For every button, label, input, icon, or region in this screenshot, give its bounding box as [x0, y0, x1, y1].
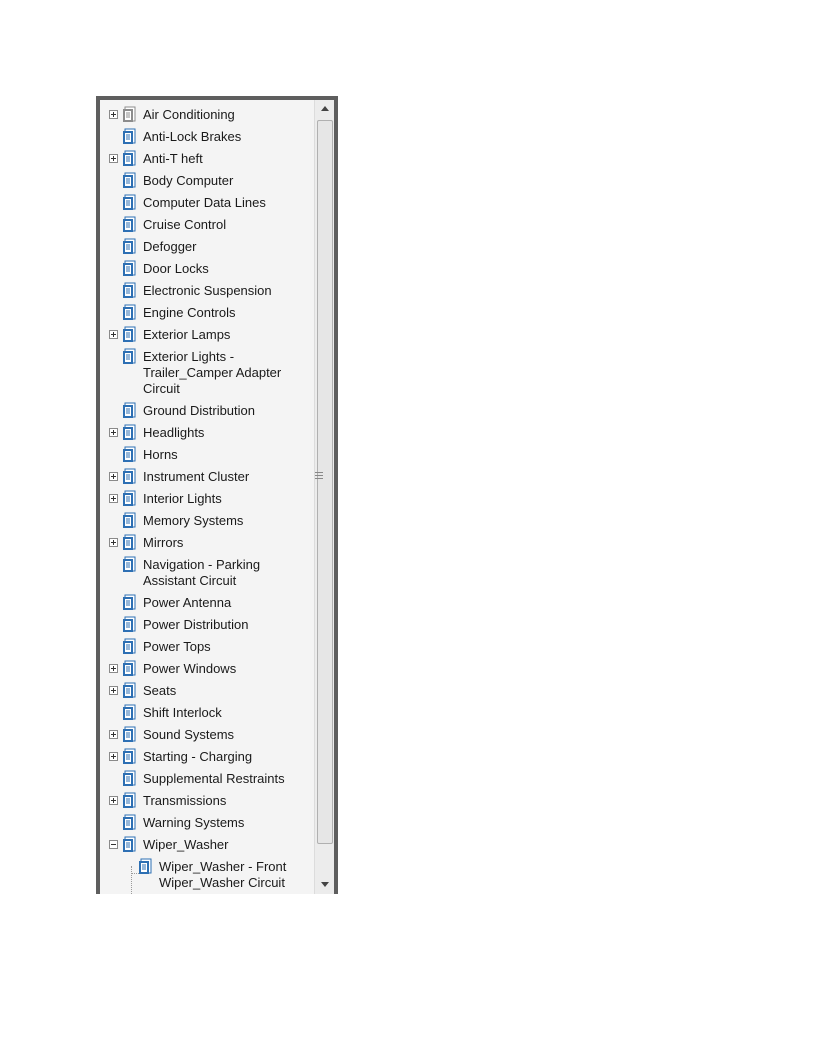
- tree-item[interactable]: [100, 303, 314, 325]
- book-icon: [122, 216, 136, 233]
- book-icon: [122, 660, 136, 677]
- book-icon: [122, 348, 136, 365]
- book-icon: [122, 726, 136, 743]
- tree-item[interactable]: [100, 593, 314, 615]
- expand-icon[interactable]: [109, 110, 118, 119]
- tree-item[interactable]: [100, 259, 314, 281]
- tree-item-label: Exterior Lamps: [143, 327, 231, 342]
- tree-item[interactable]: [100, 171, 314, 193]
- tree-item[interactable]: [100, 347, 314, 401]
- tree-item-label: Transmissions: [143, 793, 227, 808]
- vertical-scrollbar[interactable]: [314, 100, 334, 894]
- tree-item[interactable]: [100, 215, 314, 237]
- book-icon: [122, 770, 136, 787]
- tree-item-label: Power Tops: [143, 639, 211, 654]
- tree-item[interactable]: [100, 511, 314, 533]
- book-icon: [122, 282, 136, 299]
- book-icon: [122, 512, 136, 529]
- scrollbar-thumb[interactable]: [317, 120, 333, 844]
- book-icon: [122, 424, 136, 441]
- tree-item-label: Body Computer: [143, 173, 234, 188]
- tree-item[interactable]: [100, 747, 314, 769]
- book-icon: [122, 150, 136, 167]
- tree-item[interactable]: [100, 401, 314, 423]
- tree-item-label: Anti-T heft: [143, 151, 203, 166]
- splitter-grip-icon[interactable]: [315, 472, 323, 482]
- tree-item-label: Anti-Lock Brakes: [143, 129, 242, 144]
- gray-book-icon: [122, 106, 136, 123]
- expand-icon[interactable]: [109, 154, 118, 163]
- book-icon: [122, 238, 136, 255]
- expand-icon[interactable]: [109, 428, 118, 437]
- tree-item-label: Sound Systems: [143, 727, 235, 742]
- expand-icon[interactable]: [109, 796, 118, 805]
- tree-item[interactable]: [100, 127, 314, 149]
- tree-item-label: Door Locks: [143, 261, 209, 276]
- tree-item-label: Power Distribution: [143, 617, 249, 632]
- tree-item[interactable]: [100, 813, 314, 835]
- tree-view: [100, 100, 314, 894]
- book-icon: [122, 172, 136, 189]
- tree-item-label: Shift Interlock: [143, 705, 222, 720]
- scroll-down-arrow-icon[interactable]: [317, 878, 333, 892]
- tree-item[interactable]: [100, 725, 314, 747]
- tree-item-label: Wiper_Washer - Front Wiper_Washer Circuit: [159, 859, 287, 890]
- tree-item[interactable]: [100, 533, 314, 555]
- book-icon: [122, 260, 136, 277]
- book-icon: [122, 326, 136, 343]
- book-icon: [122, 468, 136, 485]
- tree-item-label: Supplemental Restraints: [143, 771, 285, 786]
- tree-item[interactable]: [100, 703, 314, 725]
- book-icon: [122, 594, 136, 611]
- tree-item[interactable]: [100, 193, 314, 215]
- tree-item-label: Electronic Suspension: [143, 283, 272, 298]
- book-icon: [138, 858, 152, 875]
- book-icon: [122, 836, 136, 853]
- tree-item-label: Engine Controls: [143, 305, 236, 320]
- book-icon: [122, 304, 136, 321]
- expand-icon[interactable]: [109, 494, 118, 503]
- tree-item-label: Headlights: [143, 425, 205, 440]
- tree-item[interactable]: [100, 105, 314, 127]
- tree-item[interactable]: [100, 489, 314, 511]
- expand-icon[interactable]: [109, 330, 118, 339]
- tree-item-label: Power Antenna: [143, 595, 232, 610]
- tree-item[interactable]: [100, 325, 314, 347]
- tree-item-label: Defogger: [143, 239, 197, 254]
- book-icon: [122, 128, 136, 145]
- book-icon: [122, 534, 136, 551]
- navigation-panel: [96, 96, 338, 894]
- tree-item[interactable]: [100, 149, 314, 171]
- collapse-icon[interactable]: [109, 840, 118, 849]
- tree-item-label: Ground Distribution: [143, 403, 255, 418]
- book-icon: [122, 814, 136, 831]
- tree-item-label: Starting - Charging: [143, 749, 253, 764]
- tree-view-container: [100, 100, 334, 894]
- book-icon: [122, 638, 136, 655]
- tree-item[interactable]: [100, 857, 314, 894]
- book-icon: [122, 490, 136, 507]
- tree-item[interactable]: [100, 659, 314, 681]
- tree-item-label: Memory Systems: [143, 513, 244, 528]
- tree-item[interactable]: [100, 615, 314, 637]
- tree-item-label: Interior Lights: [143, 491, 222, 506]
- tree-item[interactable]: [100, 555, 314, 593]
- tree-item[interactable]: [100, 835, 314, 857]
- tree-item[interactable]: [100, 445, 314, 467]
- book-icon: [122, 748, 136, 765]
- tree-item-label: Seats: [143, 683, 177, 698]
- tree-item[interactable]: [100, 791, 314, 813]
- tree-item[interactable]: [100, 237, 314, 259]
- book-icon: [122, 402, 136, 419]
- tree-item-label: Cruise Control: [143, 217, 227, 232]
- tree-item[interactable]: [100, 467, 314, 489]
- book-icon: [122, 704, 136, 721]
- expand-icon[interactable]: [109, 664, 118, 673]
- book-icon: [122, 682, 136, 699]
- expand-icon[interactable]: [109, 686, 118, 695]
- expand-icon[interactable]: [109, 752, 118, 761]
- scroll-up-arrow-icon[interactable]: [317, 102, 333, 116]
- tree-item[interactable]: [100, 637, 314, 659]
- tree-item-label: Mirrors: [143, 535, 184, 550]
- tree-item-label: Horns: [143, 447, 178, 462]
- tree-item-label: Power Windows: [143, 661, 237, 676]
- tree-item-label: Computer Data Lines: [143, 195, 266, 210]
- tree-item[interactable]: [100, 769, 314, 791]
- tree-item[interactable]: [100, 281, 314, 303]
- expand-icon[interactable]: [109, 538, 118, 547]
- tree-item-label: Navigation - Parking Assistant Circuit: [143, 557, 261, 588]
- book-icon: [122, 446, 136, 463]
- tree-item-label: Wiper_Washer: [143, 837, 229, 852]
- tree-item-label: Air Conditioning: [143, 107, 235, 122]
- book-icon: [122, 616, 136, 633]
- tree-item[interactable]: [100, 423, 314, 445]
- book-icon: [122, 792, 136, 809]
- expand-icon[interactable]: [109, 730, 118, 739]
- tree-item-label: Warning Systems: [143, 815, 245, 830]
- expand-icon[interactable]: [109, 472, 118, 481]
- tree-item-label: Exterior Lights - Trailer_Camper Adapter Circuit: [143, 349, 282, 396]
- book-icon: [122, 194, 136, 211]
- book-icon: [122, 556, 136, 573]
- tree-item-label: Instrument Cluster: [143, 469, 250, 484]
- tree-item[interactable]: [100, 681, 314, 703]
